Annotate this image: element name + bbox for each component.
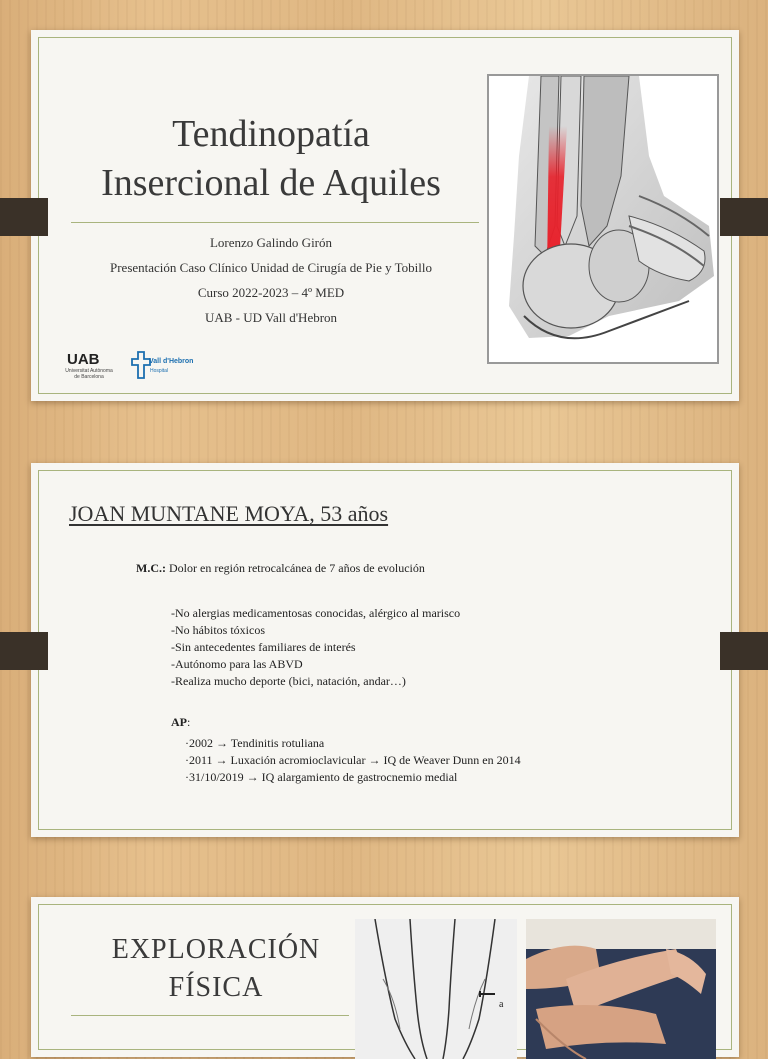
chief-complaint-label: M.C.: xyxy=(136,561,166,575)
foot-anatomy-illustration xyxy=(489,76,717,362)
vall-hebron-logo xyxy=(131,348,211,384)
course-info: Curso 2022-2023 – 4º MED xyxy=(197,285,345,300)
vall-hebron-sub: Hospital xyxy=(150,368,169,374)
past-history-item: ·2002 → Tendinitis rotuliana xyxy=(185,736,325,750)
vall-hebron-word: Vall d'Hebron xyxy=(149,358,194,365)
title-line-2: Insercional de Aquiles xyxy=(101,162,441,204)
uab-sub-line1: Universitat Autònoma xyxy=(65,368,113,374)
title-info xyxy=(71,230,471,330)
slide2-left-tab xyxy=(0,632,48,670)
presentation-description: Presentación Caso Clínico Unidad de Cirugía de Pie y Tobillo xyxy=(110,260,432,275)
leg-sketch-illustration xyxy=(355,919,517,1059)
past-history-item: ·31/10/2019 → IQ alargamiento de gastrocnemio medial xyxy=(185,770,458,784)
leg-drawing-image xyxy=(355,919,517,1059)
past-history-colon: : xyxy=(187,715,191,729)
title-slide xyxy=(31,30,739,401)
history-list xyxy=(171,605,460,690)
author-name: Lorenzo Galindo Girón xyxy=(209,235,333,250)
title-line-1: Tendinopatía xyxy=(172,113,370,155)
vall-hebron-cross-icon xyxy=(131,350,151,380)
leg-examination-photo xyxy=(526,919,716,1059)
institution-info: UAB - UD Vall d'Hebron xyxy=(204,310,338,325)
title-divider xyxy=(71,1015,349,1016)
history-item: -No alergias medicamentosas conocidas, alérgico al marisco xyxy=(171,606,461,620)
uab-logo-subtitle xyxy=(59,368,119,380)
past-history-heading xyxy=(171,715,190,730)
slide-title xyxy=(71,110,471,208)
uab-sub-line2: de Barcelona xyxy=(74,374,104,380)
uab-logo xyxy=(59,352,129,392)
history-item: -Realiza mucho deporte (bici, natación, andar…) xyxy=(171,674,406,688)
slide1-right-tab xyxy=(720,198,768,236)
patient-slide xyxy=(31,463,739,837)
past-history-label: AP xyxy=(171,715,187,729)
slide2-right-tab xyxy=(720,632,768,670)
leg-photo-illustration xyxy=(526,919,716,1059)
exploration-slide xyxy=(31,897,739,1057)
title-divider xyxy=(71,222,479,223)
uab-logo-word: UAB xyxy=(67,351,100,368)
title-line-2: FÍSICA xyxy=(168,972,264,1003)
history-item: -Sin antecedentes familiares de interés xyxy=(171,640,356,654)
chief-complaint-text: Dolor en región retrocalcánea de 7 años de evolución xyxy=(166,561,425,575)
chief-complaint xyxy=(136,561,425,576)
history-item: -Autónomo para las ABVD xyxy=(171,657,303,671)
achilles-tendon-image xyxy=(487,74,719,364)
slide-title xyxy=(71,931,361,1007)
history-item: -No hábitos tóxicos xyxy=(171,623,265,637)
past-history-list xyxy=(185,735,521,786)
figure-label-a: a xyxy=(499,999,504,1010)
slide1-left-tab xyxy=(0,198,48,236)
past-history-item: ·2011 → Luxación acromioclavicular → IQ de Weaver Dunn en 2014 xyxy=(185,753,521,767)
title-line-1: EXPLORACIÓN xyxy=(111,934,321,965)
patient-heading: JOAN MUNTANE MOYA, 53 años xyxy=(69,501,389,526)
